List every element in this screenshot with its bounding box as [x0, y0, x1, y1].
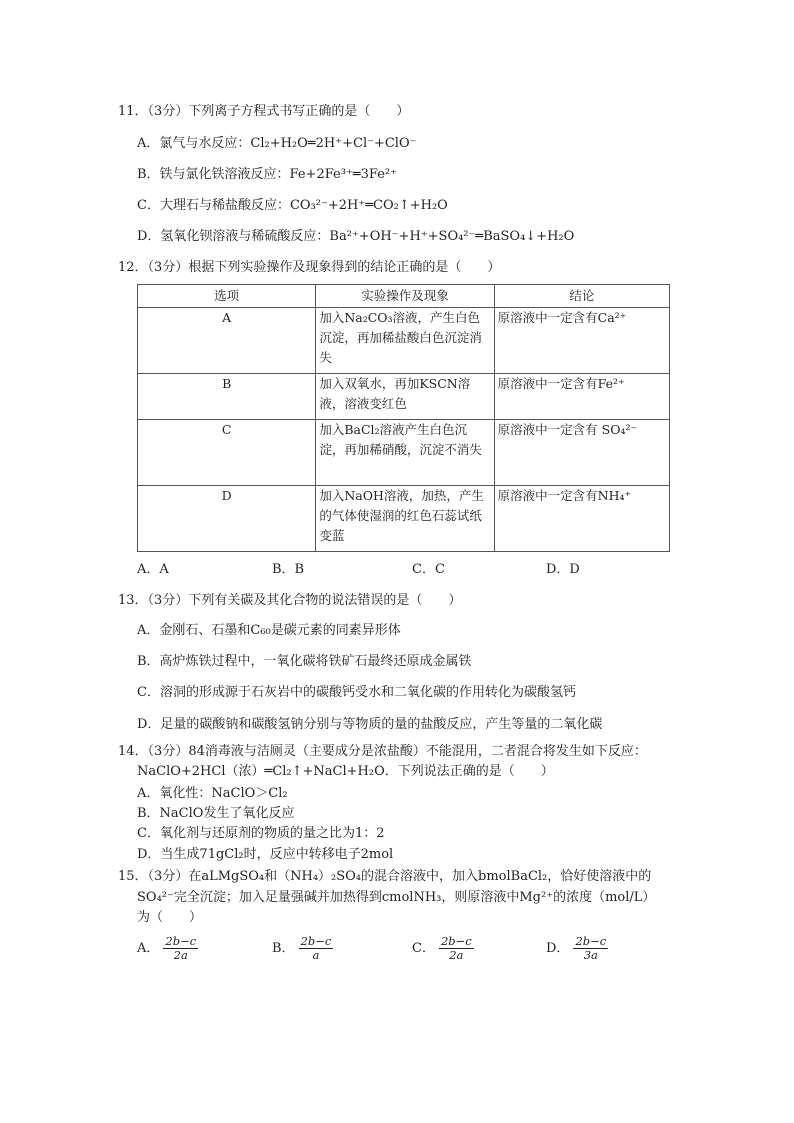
fraction — [573, 935, 608, 962]
q11-option-a: A．氯气与水反应：Cl₂+H₂O═2H⁺+Cl⁻+ClO⁻ — [137, 136, 417, 151]
header-conclusion: 结论 — [494, 285, 669, 308]
fraction — [163, 935, 198, 962]
q15-stem-line3: 为（ ） — [137, 910, 203, 925]
q15-choice-c — [412, 934, 474, 964]
choice-label: C． — [412, 941, 435, 956]
q14-option-a: A．氧化性：NaClO＞Cl₂ — [137, 786, 288, 801]
q13-stem: 13．（3分）下列有关碳及其化合物的说法错误的是（ ） — [118, 593, 462, 608]
denominator: 3a — [583, 948, 598, 962]
row-option: C — [138, 420, 316, 486]
row-operation: 加入双氧水，再加KSCN溶液，溶液变红色 — [316, 374, 494, 420]
experiment-table — [137, 284, 670, 552]
header-operation: 实验操作及现象 — [316, 285, 494, 308]
table-row — [138, 308, 670, 374]
table-header-row — [138, 285, 670, 308]
choice-label: A． — [137, 941, 160, 956]
q12-choice-b: B．B — [272, 562, 305, 577]
q12-choice-c: C．C — [412, 562, 445, 577]
table-row — [138, 486, 670, 552]
row-operation: 加入Na₂CO₃溶液，产生白色沉淀，再加稀盐酸白色沉淀消失 — [316, 308, 494, 374]
q11-option-d: D．氢氧化钡溶液与稀硫酸反应：Ba²⁺+OH⁻+H⁺+SO₄²⁻═BaSO₄↓+H₂O — [137, 229, 575, 244]
q11-stem: 11．（3分）下列离子方程式书写正确的是（ ） — [118, 104, 410, 119]
row-operation: 加入BaCl₂溶液产生白色沉淀，再加稀硝酸，沉淀不消失 — [316, 420, 494, 486]
row-conclusion: 原溶液中一定含有NH₄⁺ — [494, 486, 669, 552]
denominator: 2a — [173, 948, 188, 962]
q11-option-c: C．大理石与稀盐酸反应：CO₃²⁻+2H⁺═CO₂↑+H₂O — [137, 198, 448, 213]
numerator: 2b−c — [300, 934, 332, 948]
q13-option-c: C．溶洞的形成源于石灰岩中的碳酸钙受水和二氧化碳的作用转化为碳酸氢钙 — [137, 685, 576, 700]
q12-choice-d: D．D — [546, 562, 580, 577]
q14-option-c: C．氧化剂与还原剂的物质的量之比为1：2 — [137, 826, 385, 841]
numerator: 2b−c — [440, 934, 472, 948]
row-conclusion: 原溶液中一定含有Fe²⁺ — [494, 374, 669, 420]
table-row — [138, 420, 670, 486]
fraction — [439, 935, 474, 962]
header-option: 选项 — [138, 285, 316, 308]
q13-option-d: D．足量的碳酸钠和碳酸氢钠分别与等物质的量的盐酸反应，产生等量的二氧化碳 — [137, 717, 603, 732]
row-conclusion: 原溶液中一定含有Ca²⁺ — [494, 308, 669, 374]
choice-label: D． — [546, 941, 570, 956]
row-option: A — [138, 308, 316, 374]
q12-stem: 12．（3分）根据下列实验操作及现象得到的结论正确的是（ ） — [118, 260, 501, 275]
denominator: 2a — [449, 948, 464, 962]
q11-option-b: B．铁与氯化铁溶液反应：Fe+2Fe³⁺═3Fe²⁺ — [137, 167, 397, 182]
q14-option-d: D．当生成71gCl₂时，反应中转移电子2mol — [137, 847, 394, 862]
q14-option-b: B．NaClO发生了氧化反应 — [137, 806, 295, 821]
fraction — [299, 935, 334, 962]
choice-label: B． — [272, 941, 295, 956]
q15-stem-line2: SO₄²⁻完全沉淀；加入足量强碱并加热得到cmolNH₃，则原溶液中Mg²⁺的浓度（mol/L） — [137, 890, 656, 905]
row-option: D — [138, 486, 316, 552]
q14-stem-line1: 14．（3分）84消毒液与洁厕灵（主要成分是浓盐酸）不能混用，二者混合将发生如下反应： — [118, 744, 647, 759]
q14-stem-line2: NaClO+2HCl（浓）═Cl₂↑+NaCl+H₂O．下列说法正确的是（ ） — [137, 764, 554, 779]
q15-stem-line1: 15．（3分）在aLMgSO₄和（NH₄）₂SO₄的混合溶液中，加入bmolBaCl₂，恰好使溶液中的 — [118, 869, 652, 884]
q15-choice-a — [137, 934, 198, 964]
row-option: B — [138, 374, 316, 420]
row-conclusion: 原溶液中一定含有 SO₄²⁻ — [494, 420, 669, 486]
q15-choice-b — [272, 934, 333, 964]
q13-option-b: B．高炉炼铁过程中，一氧化碳将铁矿石最终还原成金属铁 — [137, 654, 472, 669]
denominator: a — [312, 948, 320, 962]
numerator: 2b−c — [165, 934, 197, 948]
q12-choice-a: A．A — [137, 562, 169, 577]
numerator: 2b−c — [575, 934, 607, 948]
q13-option-a: A．金刚石、石墨和C₆₀是碳元素的同素异形体 — [137, 623, 401, 638]
row-operation: 加入NaOH溶液，加热，产生的气体使湿润的红色石蕊试纸变蓝 — [316, 486, 494, 552]
table-row — [138, 374, 670, 420]
q15-choice-d — [546, 934, 608, 964]
